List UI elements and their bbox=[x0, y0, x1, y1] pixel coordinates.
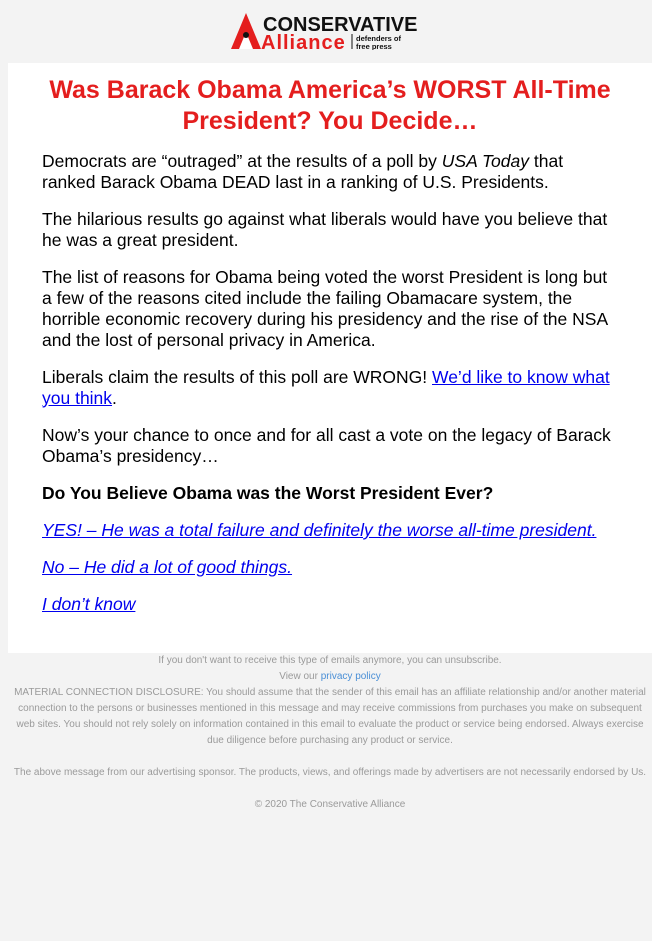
poll-source: USA Today bbox=[441, 151, 530, 171]
unsubscribe-notice: If you don't want to receive this type of emails anymore, you can unsubscribe. bbox=[158, 655, 502, 666]
paragraph-5: Now’s your chance to once and for all cast a vote on the legacy of Barack Obama’s presidency… bbox=[42, 425, 611, 466]
article-headline: Was Barack Obama America’s WORST All-Time President? You Decide… bbox=[49, 76, 611, 135]
material-disclosure: MATERIAL CONNECTION DISCLOSURE: You should assume that the sender of this email has an affiliate relationship and/or another material connection to the persons or businesses mentioned in this message and may receive commissions from purchases you make on subsequent web sites. You should not rely solely on information contained in this email to evaluate the product or service being endorsed. Always exercise due diligence before purchasing any product or service. bbox=[14, 687, 646, 746]
sponsor-notice: The above message from our advertising sponsor. The products, views, and offerings made by advertisers are not necessarily endorsed by Us. bbox=[13, 767, 647, 778]
privacy-policy-link[interactable]: privacy policy bbox=[320, 671, 381, 682]
p4-text-before: Liberals claim the results of this poll are WRONG! bbox=[42, 367, 432, 387]
article-card bbox=[8, 63, 652, 653]
paragraph-1 bbox=[42, 151, 618, 193]
p4-text-after: . bbox=[112, 388, 117, 408]
article-body bbox=[8, 151, 652, 615]
vote-option-yes bbox=[42, 520, 618, 541]
logo-tagline-2: free press bbox=[356, 42, 392, 50]
header bbox=[0, 0, 652, 63]
p1-text-before: Democrats are “outraged” at the results of a poll by bbox=[42, 151, 442, 171]
logo-tagline-1: defenders of bbox=[356, 34, 402, 43]
vote-option-unsure bbox=[42, 594, 618, 615]
vote-unsure-link[interactable]: I don’t know bbox=[42, 594, 136, 614]
paragraph-4 bbox=[42, 367, 618, 409]
paragraph-2: The hilarious results go against what liberals would have you believe that he was a great president. bbox=[42, 209, 608, 250]
copyright: © 2020 The Conservative Alliance bbox=[254, 799, 406, 810]
logo-word-alliance: Alliance bbox=[261, 32, 346, 50]
vote-yes-link[interactable]: YES! – He was a total failure and definitely the worse all-time president. bbox=[42, 520, 597, 540]
privacy-line bbox=[8, 669, 652, 685]
vote-no-link[interactable]: No – He did a lot of good things. bbox=[42, 557, 293, 577]
logo-word-conservative: CONSERVATIVE bbox=[263, 14, 418, 36]
email-footer bbox=[8, 653, 652, 813]
paragraph-3: The list of reasons for Obama being voted the worst President is long but a few of the reasons cited include the failing Obamacare system, the horrible economic recovery during his presidency and the rise of the NSA and the lost of personal privacy in America. bbox=[42, 267, 608, 350]
conservative-alliance-logo[interactable] bbox=[229, 12, 431, 50]
poll-question bbox=[42, 483, 618, 504]
p1-text-after: that ranked Barack Obama DEAD last in a ranking of U.S. Presidents. bbox=[42, 151, 564, 192]
privacy-prefix: View our bbox=[279, 671, 321, 682]
what-you-think-link[interactable]: We’d like to know what you think bbox=[42, 367, 610, 408]
logo-graphic bbox=[229, 12, 431, 50]
vote-option-no bbox=[42, 557, 618, 578]
poll-question-text: Do You Believe Obama was the Worst President Ever? bbox=[42, 483, 494, 503]
